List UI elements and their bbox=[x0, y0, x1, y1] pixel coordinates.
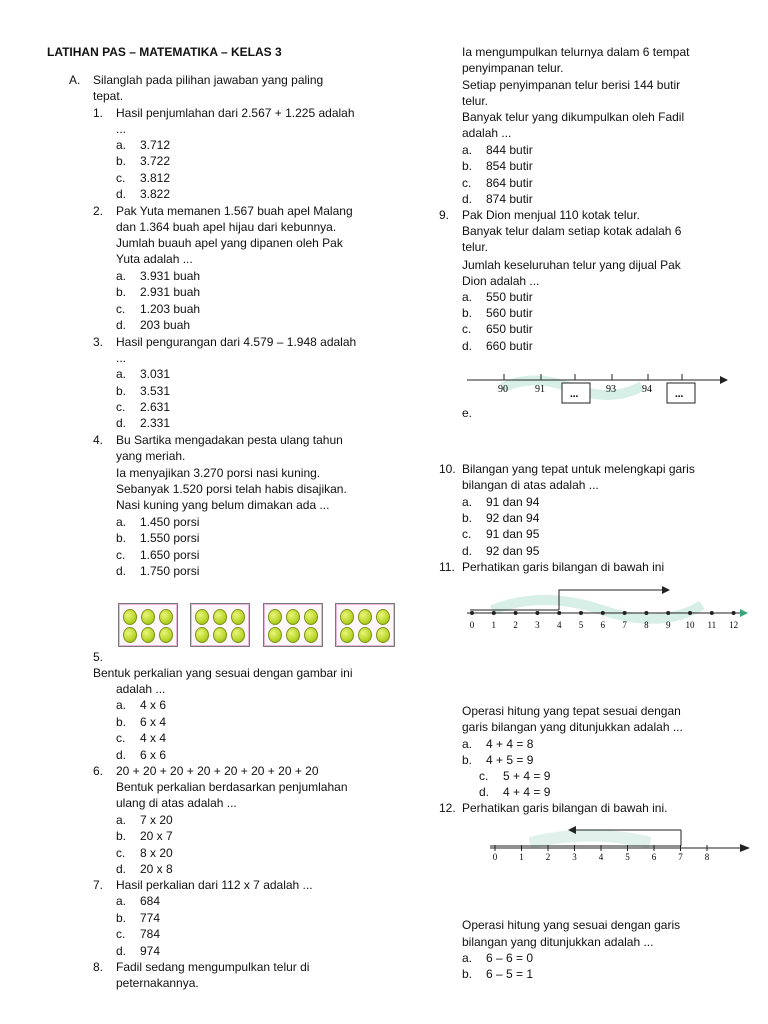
option-letter: d. bbox=[116, 416, 127, 430]
section-letter: A. bbox=[69, 73, 81, 87]
option-letter: c. bbox=[116, 400, 126, 414]
question-text: Perhatikan garis bilangan di bawah ini bbox=[462, 560, 665, 574]
option-letter: c. bbox=[479, 769, 489, 783]
tick-label: 10 bbox=[685, 620, 695, 630]
option-c[interactable]: 1.203 buah bbox=[140, 302, 201, 316]
question-text: Bu Sartika mengadakan pesta ulang tahun bbox=[116, 433, 343, 447]
question-text: Hasil perkalian dari 112 x 7 adalah ... bbox=[116, 878, 313, 892]
option-a[interactable]: 3.031 bbox=[140, 367, 171, 381]
tennis-ball-icon bbox=[159, 609, 173, 625]
tick-group bbox=[470, 611, 738, 630]
option-letter: b. bbox=[462, 306, 473, 320]
tennis-ball-icon bbox=[376, 627, 390, 643]
question-text: Jumlah keseluruhan telur yang dijual Pak bbox=[462, 258, 681, 272]
tick-label: 2 bbox=[545, 852, 551, 862]
tennis-ball-icon bbox=[141, 627, 155, 643]
option-letter: b. bbox=[462, 967, 473, 981]
option-c[interactable]: 3.812 bbox=[140, 171, 171, 185]
question-text: penyimpanan telur. bbox=[462, 61, 564, 75]
tick-label: 0 bbox=[492, 852, 498, 862]
tennis-ball-icon bbox=[213, 627, 227, 643]
question-number: 10. bbox=[439, 462, 456, 476]
tick-dot bbox=[601, 611, 605, 615]
option-c[interactable]: 1.650 porsi bbox=[140, 548, 200, 562]
question-text: Ia menyajikan 3.270 porsi nasi kuning. bbox=[116, 466, 321, 480]
option-letter: c. bbox=[116, 302, 126, 316]
question-number: 4. bbox=[93, 433, 104, 447]
watermark-decoration bbox=[530, 836, 650, 844]
tick-dot bbox=[470, 611, 474, 615]
tennis-ball-icon bbox=[268, 627, 282, 643]
tennis-ball-icon bbox=[123, 627, 137, 643]
option-d[interactable]: 2.331 bbox=[140, 416, 171, 430]
tennis-ball-icon bbox=[286, 609, 300, 625]
tick-label: 9 bbox=[665, 620, 671, 630]
question-text: Hasil penjumlahan dari 2.567 + 1.225 adalah bbox=[116, 106, 355, 120]
option-letter: e. bbox=[462, 406, 473, 420]
tick-label: 7 bbox=[622, 620, 627, 630]
section-instruction-2: tepat. bbox=[93, 89, 124, 103]
tennis-ball-icon bbox=[340, 609, 354, 625]
option-b[interactable]: 560 butir bbox=[486, 306, 533, 320]
tick-label: 12 bbox=[729, 620, 739, 630]
tick-label: 8 bbox=[704, 852, 710, 862]
question-text: Nasi kuning yang belum dimakan ada ... bbox=[116, 498, 330, 512]
arrow-head-icon bbox=[720, 376, 728, 384]
tennis-ball-icon bbox=[268, 609, 282, 625]
question-number: 12. bbox=[439, 801, 456, 815]
option-letter: d. bbox=[116, 318, 127, 332]
option-c[interactable]: 5 + 4 = 9 bbox=[503, 769, 551, 783]
question-number: 2. bbox=[93, 204, 104, 218]
option-c[interactable]: 2.631 bbox=[140, 400, 171, 414]
option-a[interactable]: 1.450 porsi bbox=[140, 515, 200, 529]
option-d[interactable]: 874 butir bbox=[486, 192, 533, 206]
option-a[interactable]: 7 x 20 bbox=[140, 813, 173, 827]
question-text: 20 + 20 + 20 + 20 + 20 + 20 + 20 + 20 bbox=[116, 764, 319, 778]
ball-group bbox=[118, 603, 178, 647]
section-instruction: Silanglah pada pilihan jawaban yang paling bbox=[93, 73, 324, 87]
question-text: telur. bbox=[462, 94, 489, 108]
ball-group bbox=[190, 603, 250, 647]
tick-label: 7 bbox=[678, 852, 683, 862]
option-b[interactable]: 3.531 bbox=[140, 384, 171, 398]
option-c[interactable]: 91 dan 95 bbox=[486, 527, 540, 541]
option-b[interactable]: 4 + 5 = 9 bbox=[486, 753, 534, 767]
tick-label: 93 bbox=[606, 384, 616, 395]
tick-label: 4 bbox=[598, 852, 604, 862]
tick-label: 0 bbox=[469, 620, 475, 630]
question-text: Bentuk perkalian berdasarkan penjumlahan bbox=[116, 780, 348, 794]
question-text: Perhatikan garis bilangan di bawah ini. bbox=[462, 801, 668, 815]
option-letter: a. bbox=[462, 143, 473, 157]
question-text: telur. bbox=[462, 240, 489, 254]
option-letter: a. bbox=[116, 367, 127, 381]
question-text: Sebanyak 1.520 porsi telah habis disajikan. bbox=[116, 482, 347, 496]
option-letter: a. bbox=[116, 515, 127, 529]
option-letter: c. bbox=[462, 322, 472, 336]
option-letter: a. bbox=[116, 813, 127, 827]
option-letter: a. bbox=[116, 269, 127, 283]
question-number: 1. bbox=[93, 106, 104, 120]
tick-dot bbox=[666, 611, 670, 615]
question-text: Operasi hitung yang sesuai dengan garis bbox=[462, 918, 681, 932]
option-b[interactable]: 1.550 porsi bbox=[140, 531, 200, 545]
option-b[interactable]: 92 dan 94 bbox=[486, 511, 540, 525]
option-d[interactable]: 92 dan 95 bbox=[486, 544, 540, 558]
tick-dot bbox=[644, 611, 648, 615]
option-a[interactable]: 684 bbox=[140, 894, 161, 908]
option-c[interactable]: 8 x 20 bbox=[140, 846, 173, 860]
tick-label: 91 bbox=[535, 384, 545, 395]
option-d[interactable]: 1.750 porsi bbox=[140, 564, 200, 578]
question-number: 8. bbox=[93, 960, 104, 974]
question-text: dan 1.364 buah apel hijau dari kebunnya. bbox=[116, 220, 337, 234]
option-d[interactable]: 20 x 8 bbox=[140, 862, 173, 876]
ball-group bbox=[335, 603, 395, 647]
question-text: Dion adalah ... bbox=[462, 274, 540, 288]
option-d[interactable]: 974 bbox=[140, 944, 161, 958]
option-letter: c. bbox=[116, 927, 126, 941]
question-text: Setiap penyimpanan telur berisi 144 butir bbox=[462, 78, 681, 92]
question-text: adalah ... bbox=[116, 682, 166, 696]
tick-label: 6 bbox=[600, 620, 606, 630]
option-c[interactable]: 864 butir bbox=[486, 176, 533, 190]
option-a[interactable]: 4 + 4 = 8 bbox=[486, 737, 534, 751]
option-letter: b. bbox=[116, 829, 127, 843]
tennis-ball-icon bbox=[304, 609, 318, 625]
tick-dot bbox=[514, 611, 518, 615]
number-line-figure bbox=[462, 368, 732, 412]
option-a[interactable]: 6 – 6 = 0 bbox=[486, 951, 534, 965]
question-number: 9. bbox=[439, 208, 450, 222]
tick-label: 3 bbox=[535, 620, 540, 630]
question-text: Hasil pengurangan dari 4.579 – 1.948 adalah bbox=[116, 335, 357, 349]
arrow-head-icon bbox=[740, 844, 750, 852]
question-text: Bilangan yang tepat untuk melengkapi garis bbox=[462, 462, 695, 476]
option-letter: d. bbox=[116, 748, 127, 762]
tick-dot bbox=[535, 611, 539, 615]
option-a[interactable]: 844 butir bbox=[486, 143, 533, 157]
question-text: ulang di atas adalah ... bbox=[116, 796, 237, 810]
question-text: ... bbox=[116, 351, 127, 365]
option-letter: a. bbox=[116, 894, 127, 908]
option-letter: d. bbox=[462, 544, 473, 558]
tennis-ball-icon bbox=[141, 609, 155, 625]
tick-dot bbox=[557, 611, 561, 615]
tick-dot bbox=[623, 611, 627, 615]
option-letter: a. bbox=[462, 737, 473, 751]
tick-label: 5 bbox=[625, 852, 630, 862]
arrow-head-icon bbox=[740, 609, 748, 617]
option-d[interactable]: 3.822 bbox=[140, 187, 171, 201]
option-letter: a. bbox=[116, 138, 127, 152]
option-b[interactable]: 3.722 bbox=[140, 154, 171, 168]
tick-label: 3 bbox=[572, 852, 577, 862]
tennis-ball-icon bbox=[195, 627, 209, 643]
question-text: Jumlah buauh apel yang dipanen oleh Pak bbox=[116, 236, 343, 250]
option-letter: a. bbox=[116, 698, 127, 712]
option-letter: d. bbox=[116, 944, 127, 958]
question-number: 6. bbox=[93, 764, 104, 778]
tick-label: 1 bbox=[519, 852, 524, 862]
tick-dot bbox=[492, 611, 496, 615]
option-letter: c. bbox=[462, 176, 472, 190]
question-text: bilangan yang ditunjukkan adalah ... bbox=[462, 935, 654, 949]
option-letter: d. bbox=[479, 785, 490, 799]
option-letter: b. bbox=[462, 753, 473, 767]
blank-box-label: ... bbox=[570, 388, 579, 400]
option-a[interactable]: 4 x 6 bbox=[140, 698, 167, 712]
tick-label: 11 bbox=[707, 620, 717, 630]
option-letter: b. bbox=[116, 911, 127, 925]
tick-label: 8 bbox=[644, 620, 649, 630]
watermark-decoration bbox=[492, 600, 702, 619]
option-letter: a. bbox=[462, 290, 473, 304]
question-text: peternakannya. bbox=[116, 976, 199, 990]
option-b[interactable]: 2.931 buah bbox=[140, 285, 201, 299]
page-title: LATIHAN PAS – MATEMATIKA – KELAS 3 bbox=[47, 45, 282, 59]
option-letter: a. bbox=[462, 495, 473, 509]
question-text: Bentuk perkalian yang sesuai dengan gambar ini bbox=[93, 666, 353, 680]
question-text: Banyak telur dalam setiap kotak adalah 6 bbox=[462, 224, 682, 238]
option-d[interactable]: 203 buah bbox=[140, 318, 191, 332]
question-text: Operasi hitung yang tepat sesuai dengan bbox=[462, 704, 681, 718]
option-c[interactable]: 650 butir bbox=[486, 322, 533, 336]
tennis-ball-icon bbox=[195, 609, 209, 625]
tick-label: 5 bbox=[578, 620, 584, 630]
option-letter: d. bbox=[116, 862, 127, 876]
tennis-ball-icon bbox=[358, 627, 372, 643]
question-text: Pak Dion menjual 110 kotak telur. bbox=[462, 208, 640, 222]
option-b[interactable]: 6 – 5 = 1 bbox=[486, 967, 534, 981]
question-number: 5. bbox=[93, 650, 104, 664]
tick-dot bbox=[688, 611, 692, 615]
question-text: Banyak telur yang dikumpulkan oleh Fadil bbox=[462, 110, 685, 124]
option-b[interactable]: 20 x 7 bbox=[140, 829, 173, 843]
option-letter: d. bbox=[116, 564, 127, 578]
option-letter: b. bbox=[116, 715, 127, 729]
question-text: yang meriah. bbox=[116, 449, 186, 463]
option-letter: c. bbox=[116, 171, 126, 185]
option-b[interactable]: 854 butir bbox=[486, 159, 533, 173]
option-b[interactable]: 6 x 4 bbox=[140, 715, 167, 729]
tick-label: 2 bbox=[513, 620, 518, 630]
question-text: Fadil sedang mengumpulkan telur di bbox=[116, 960, 310, 974]
option-letter: b. bbox=[462, 159, 473, 173]
option-letter: b. bbox=[116, 154, 127, 168]
tennis-ball-icon bbox=[340, 627, 354, 643]
question-number: 7. bbox=[93, 878, 104, 892]
arrow-head-icon bbox=[662, 586, 670, 594]
tennis-ball-icon bbox=[123, 609, 137, 625]
tick-label: 90 bbox=[498, 384, 508, 395]
tick-dot bbox=[579, 611, 583, 615]
tennis-ball-icon bbox=[376, 609, 390, 625]
question-text: Ia mengumpulkan telurnya dalam 6 tempat bbox=[462, 45, 690, 59]
option-letter: b. bbox=[116, 531, 127, 545]
option-a[interactable]: 3.931 buah bbox=[140, 269, 201, 283]
tick-dot bbox=[710, 611, 714, 615]
question-text: Yuta adalah ... bbox=[116, 252, 193, 266]
option-letter: d. bbox=[462, 339, 473, 353]
option-c[interactable]: 784 bbox=[140, 927, 161, 941]
option-letter: c. bbox=[116, 731, 126, 745]
question-number: 3. bbox=[93, 335, 104, 349]
option-letter: d. bbox=[116, 187, 127, 201]
option-letter: c. bbox=[462, 527, 472, 541]
tennis-ball-icon bbox=[358, 609, 372, 625]
tennis-ball-icon bbox=[213, 609, 227, 625]
option-d[interactable]: 4 + 4 = 9 bbox=[503, 785, 551, 799]
tick-label: 94 bbox=[642, 384, 652, 395]
question-text: Pak Yuta memanen 1.567 buah apel Malang bbox=[116, 204, 353, 218]
option-letter: c. bbox=[116, 548, 126, 562]
question-number: 11. bbox=[439, 560, 455, 574]
option-letter: b. bbox=[116, 384, 127, 398]
option-d[interactable]: 660 butir bbox=[486, 339, 533, 353]
question-text: adalah ... bbox=[462, 126, 512, 140]
option-a[interactable]: 3.712 bbox=[140, 138, 171, 152]
tennis-ball-icon bbox=[231, 627, 245, 643]
option-letter: d. bbox=[462, 192, 473, 206]
option-letter: a. bbox=[462, 951, 473, 965]
tennis-ball-icon bbox=[159, 627, 173, 643]
option-c[interactable]: 4 x 4 bbox=[140, 731, 167, 745]
tennis-ball-icon bbox=[231, 609, 245, 625]
blank-box-label: ... bbox=[675, 388, 684, 400]
option-letter: b. bbox=[116, 285, 127, 299]
tick-label: 1 bbox=[491, 620, 497, 630]
option-letter: c. bbox=[116, 846, 126, 860]
tick-label: 6 bbox=[651, 852, 657, 862]
number-line-figure bbox=[462, 580, 752, 634]
option-letter: b. bbox=[462, 511, 473, 525]
tick-dot bbox=[732, 611, 736, 615]
tick-label: 4 bbox=[556, 620, 562, 630]
option-b[interactable]: 774 bbox=[140, 911, 161, 925]
number-line-figure bbox=[470, 818, 760, 864]
question-text: garis bilangan yang ditunjukkan adalah ... bbox=[462, 720, 683, 734]
option-a[interactable]: 550 butir bbox=[486, 290, 533, 304]
ball-group bbox=[263, 603, 323, 647]
option-a[interactable]: 91 dan 94 bbox=[486, 495, 540, 509]
tennis-ball-icon bbox=[286, 627, 300, 643]
question-text: bilangan di atas adalah ... bbox=[462, 478, 599, 492]
question-text: ... bbox=[116, 122, 127, 136]
tennis-ball-icon bbox=[304, 627, 318, 643]
option-d[interactable]: 6 x 6 bbox=[140, 748, 167, 762]
